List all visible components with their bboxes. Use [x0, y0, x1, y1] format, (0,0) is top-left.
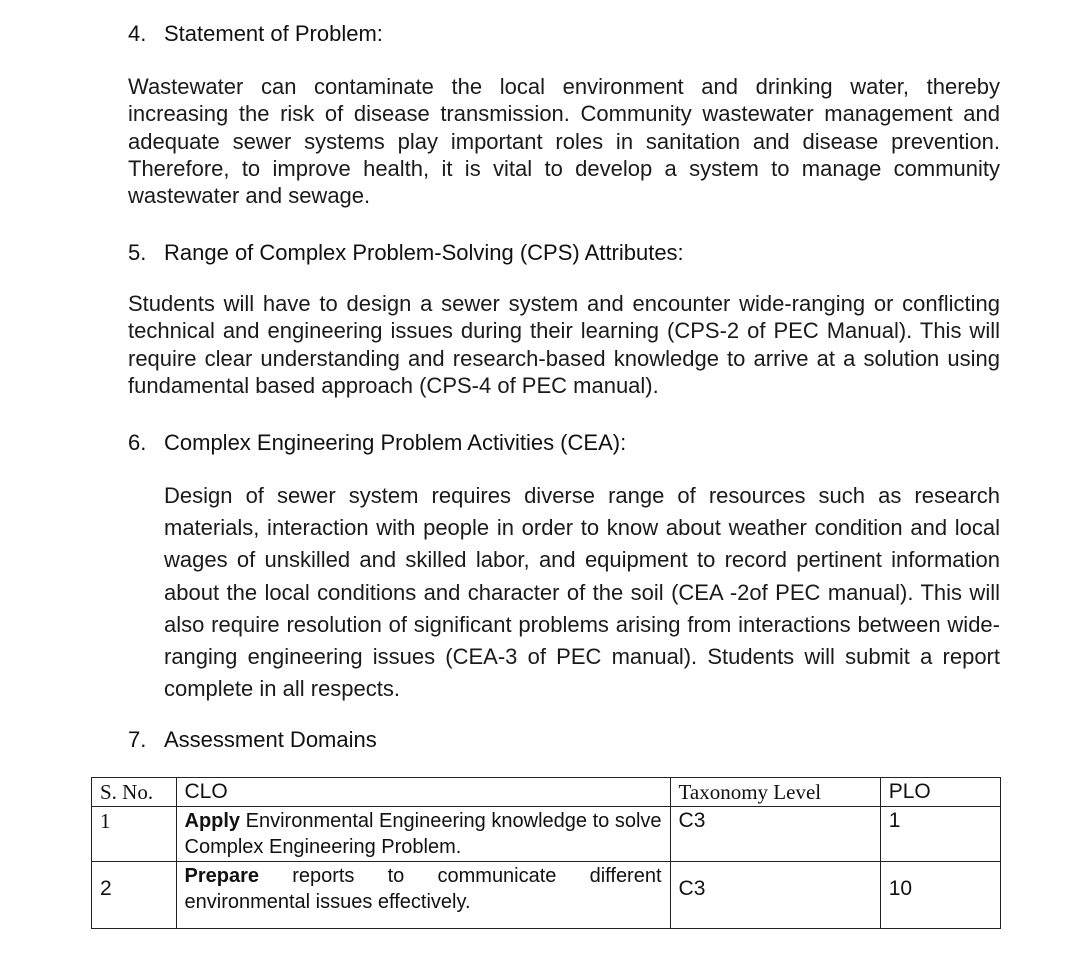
- cell-clo: [176, 807, 670, 862]
- section-heading-cea-activities: [128, 429, 626, 457]
- section-number: 5.: [128, 240, 147, 265]
- cell-sno: 2: [92, 862, 177, 929]
- cell-plo: 1: [880, 807, 1000, 862]
- assessment-domains-table: [91, 777, 1001, 929]
- section-title: Assessment Domains: [164, 727, 377, 752]
- section-heading-statement-of-problem: [128, 20, 383, 48]
- clo-action-verb: Apply: [184, 810, 241, 832]
- cell-taxonomy-level: C3: [670, 807, 880, 862]
- header-taxonomy-level: Taxonomy Level: [670, 778, 880, 807]
- header-clo: CLO: [176, 778, 670, 807]
- cell-sno: 1: [92, 807, 177, 862]
- cell-plo: 10: [880, 862, 1000, 929]
- assessment-domains-table-wrapper: [91, 777, 1001, 929]
- section-heading-cps-attributes: [128, 239, 684, 267]
- section-number: 4.: [128, 21, 147, 46]
- section-title: Range of Complex Problem-Solving (CPS) Attributes:: [164, 240, 684, 265]
- section-body-cea-activities: Design of sewer system requires diverse range of resources such as research materials, interaction with people in order to know about weather condition and local wages of unskilled and skilled labor, and equipment to record pertinent information about the local conditions and character of the soil (CEA -2of PEC manual). This will also require resolution of significant problems arising from interactions between wide-ranging engineering issues (CEA-3 of PEC manual). Students will submit a report complete in all respects.: [164, 483, 1000, 702]
- table-header-row: [92, 778, 1001, 807]
- header-plo: PLO: [880, 778, 1000, 807]
- clo-description: Environmental Engineering knowledge to solve Complex Engineering Problem.: [184, 810, 662, 858]
- clo-description: reports to communicate different environmental issues effectively.: [184, 865, 662, 913]
- header-sno: S. No.: [92, 778, 177, 807]
- section-body-cps-attributes: Students will have to design a sewer system and encounter wide-ranging or conflicting technical and engineering issues during their learning (CPS-2 of PEC Manual). This will require clear understanding and research-based knowledge to arrive at a solution using fundamental based approach (CPS-4 of PEC manual).: [128, 291, 1000, 398]
- section-body-statement-of-problem: Wastewater can contaminate the local environment and drinking water, thereby increasing the risk of disease transmission. Community wastewater management and adequate sewer systems play important roles in sanitation and disease prevention. Therefore, to improve health, it is vital to develop a system to manage community wastewater and sewage.: [128, 74, 1000, 209]
- section-title: Complex Engineering Problem Activities (CEA):: [164, 430, 627, 455]
- table-row: [92, 862, 1001, 929]
- clo-action-verb: Prepare: [184, 865, 259, 887]
- section-number: 7.: [128, 727, 147, 752]
- cell-clo: [176, 862, 670, 929]
- section-number: 6.: [128, 430, 147, 455]
- section-title: Statement of Problem:: [164, 21, 383, 46]
- cell-taxonomy-level: C3: [670, 862, 880, 929]
- section-heading-assessment-domains: [128, 726, 377, 754]
- table-row: [92, 807, 1001, 862]
